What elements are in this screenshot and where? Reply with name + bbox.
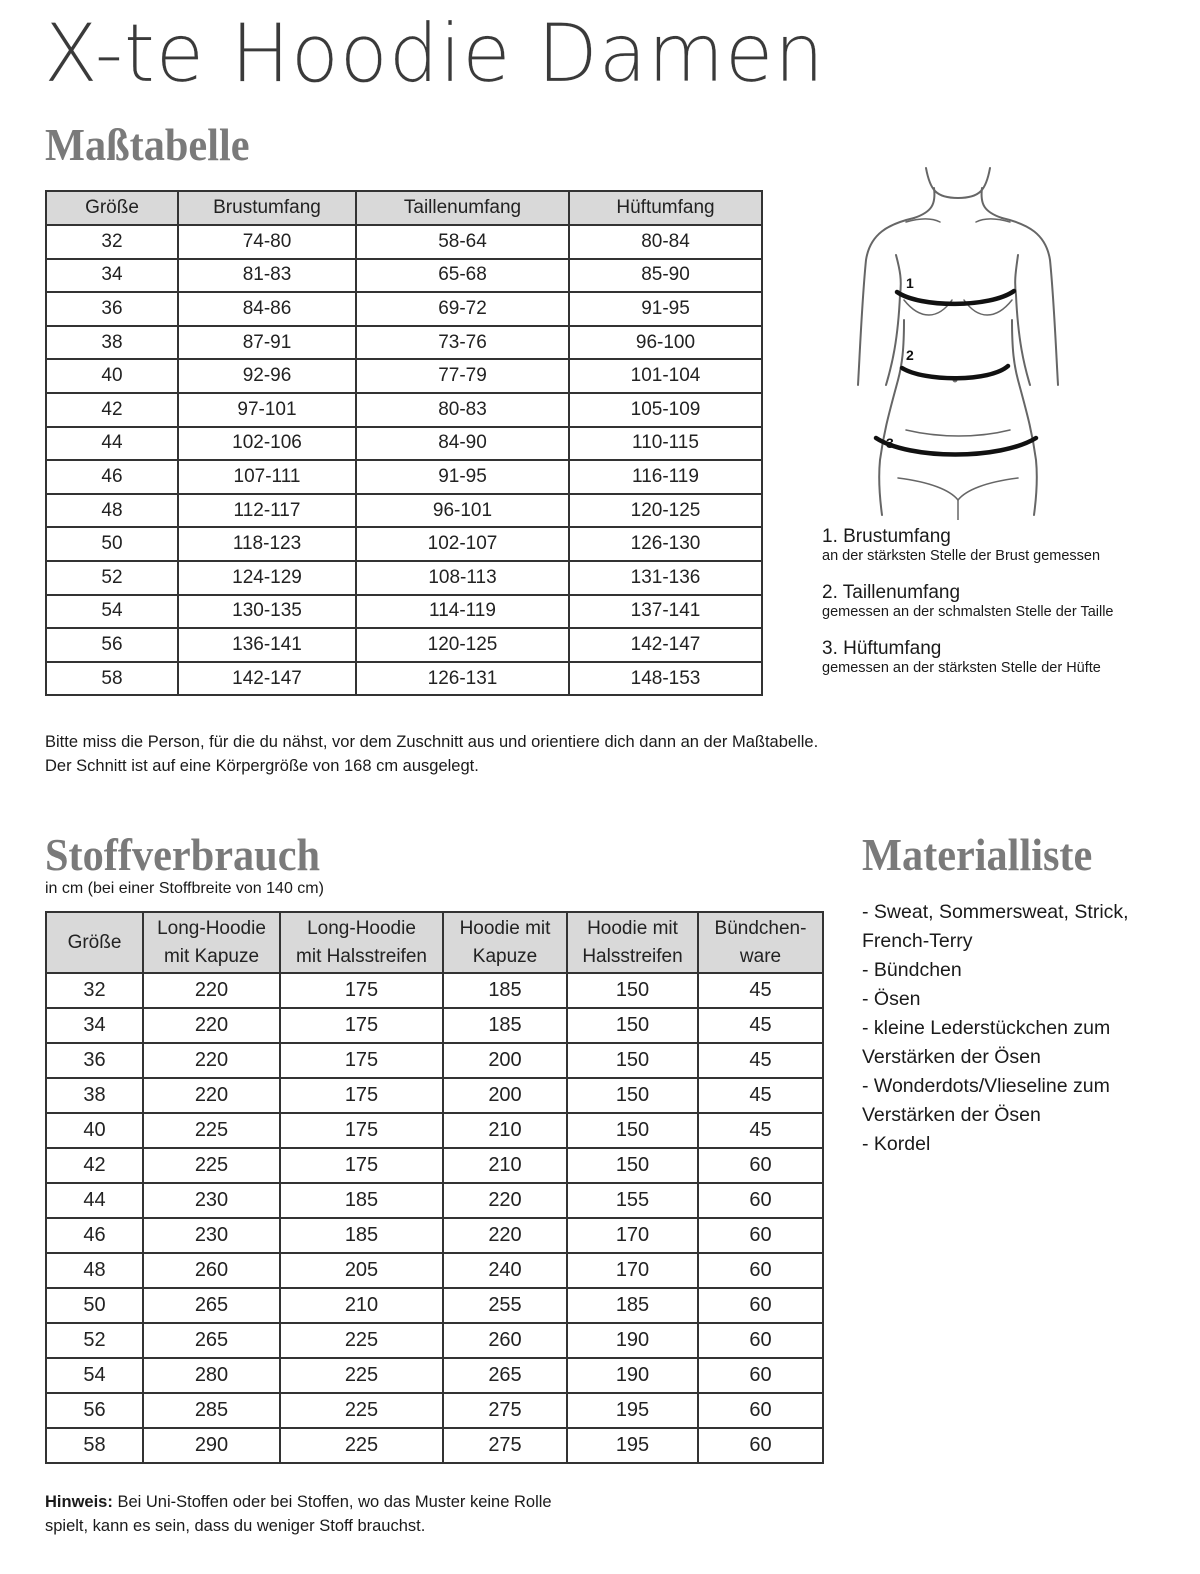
table-cell: 85-90 (569, 259, 762, 293)
table-cell: 50 (46, 1288, 143, 1323)
table-cell: 124-129 (178, 561, 356, 595)
table-cell: 60 (698, 1323, 823, 1358)
table-cell: 58 (46, 1428, 143, 1463)
table-row (46, 1008, 823, 1043)
table-cell: 150 (567, 1078, 698, 1113)
table-cell: 255 (443, 1288, 567, 1323)
table-cell: 265 (143, 1288, 280, 1323)
table-cell: 45 (698, 1113, 823, 1148)
table-row (46, 1393, 823, 1428)
table-row (46, 1323, 823, 1358)
table-cell: 91-95 (356, 460, 569, 494)
table-cell: 185 (567, 1288, 698, 1323)
table-cell: 175 (280, 1043, 443, 1078)
table-cell: 91-95 (569, 292, 762, 326)
table-cell: 210 (280, 1288, 443, 1323)
measurement-table (45, 190, 763, 696)
table-cell: 150 (567, 1008, 698, 1043)
table-cell: 45 (698, 1008, 823, 1043)
table-row (46, 527, 762, 561)
column-header-waist: Taillenumfang (356, 191, 569, 225)
table-row (46, 393, 762, 427)
table-cell: 185 (443, 973, 567, 1008)
table-row (46, 1148, 823, 1183)
table-cell: 137-141 (569, 595, 762, 629)
table-cell: 38 (46, 1078, 143, 1113)
table-cell: 265 (443, 1358, 567, 1393)
table-cell: 77-79 (356, 359, 569, 393)
table-row (46, 1288, 823, 1323)
table-cell: 52 (46, 561, 178, 595)
table-cell: 60 (698, 1183, 823, 1218)
table-cell: 170 (567, 1218, 698, 1253)
table-row (46, 292, 762, 326)
table-cell: 40 (46, 359, 178, 393)
column-header-hip: Hüftumfang (569, 191, 762, 225)
table-cell: 260 (443, 1323, 567, 1358)
column-header-hoodie-neckband: Hoodie mit Halsstreifen (567, 912, 698, 973)
table-cell: 73-76 (356, 326, 569, 360)
table-cell: 45 (698, 973, 823, 1008)
table-cell: 220 (143, 1043, 280, 1078)
table-row (46, 595, 762, 629)
table-cell: 210 (443, 1113, 567, 1148)
table-cell: 58 (46, 662, 178, 696)
table-row (46, 1253, 823, 1288)
table-row (46, 628, 762, 662)
table-cell: 195 (567, 1393, 698, 1428)
table-cell: 54 (46, 1358, 143, 1393)
table-cell: 280 (143, 1358, 280, 1393)
table-cell: 240 (443, 1253, 567, 1288)
table-cell: 220 (143, 973, 280, 1008)
table-cell: 54 (46, 595, 178, 629)
table-cell: 275 (443, 1428, 567, 1463)
table-row (46, 1113, 823, 1148)
column-header-size: Größe (46, 191, 178, 225)
table-cell: 225 (280, 1393, 443, 1428)
table-cell: 175 (280, 1113, 443, 1148)
table-cell: 131-136 (569, 561, 762, 595)
table-cell: 80-84 (569, 225, 762, 259)
table-cell: 60 (698, 1393, 823, 1428)
table-cell: 36 (46, 1043, 143, 1078)
fabric-heading: Stoffverbrauch (45, 829, 321, 880)
table-cell: 200 (443, 1043, 567, 1078)
table-cell: 60 (698, 1428, 823, 1463)
table-cell: 58-64 (356, 225, 569, 259)
column-header-bust: Brustumfang (178, 191, 356, 225)
table-cell: 32 (46, 973, 143, 1008)
table-cell: 175 (280, 973, 443, 1008)
column-header-long-hoodie-hood: Long-Hoodie mit Kapuze (143, 912, 280, 973)
table-cell: 116-119 (569, 460, 762, 494)
table-cell: 52 (46, 1323, 143, 1358)
table-cell: 56 (46, 628, 178, 662)
table-cell: 195 (567, 1428, 698, 1463)
table-cell: 136-141 (178, 628, 356, 662)
legend-item-waist: 2. Taillenumfang gemessen an der schmalsten Stelle der Taille (822, 582, 1114, 620)
legend-item-bust: 1. Brustumfang an der stärksten Stelle der Brust gemessen (822, 526, 1101, 564)
measurements-heading: Maßtabelle (45, 119, 250, 170)
waist-line (902, 366, 1008, 378)
table-cell: 44 (46, 1183, 143, 1218)
table-cell: 275 (443, 1393, 567, 1428)
table-cell: 101-104 (569, 359, 762, 393)
material-line: - Wonderdots/Vlieseline zum (862, 1075, 1110, 1097)
table-cell: 290 (143, 1428, 280, 1463)
table-cell: 38 (46, 326, 178, 360)
table-cell: 230 (143, 1218, 280, 1253)
table-cell: 32 (46, 225, 178, 259)
material-line: - Ösen (862, 988, 921, 1010)
marker-1: 1 (906, 275, 914, 291)
table-cell: 110-115 (569, 427, 762, 461)
table-cell: 205 (280, 1253, 443, 1288)
table-cell: 175 (280, 1008, 443, 1043)
table-cell: 142-147 (178, 662, 356, 696)
table-row (46, 494, 762, 528)
table-cell: 155 (567, 1183, 698, 1218)
table-cell: 45 (698, 1043, 823, 1078)
table-cell: 190 (567, 1358, 698, 1393)
hint-label: Hinweis: (45, 1493, 113, 1511)
table-cell: 56 (46, 1393, 143, 1428)
table-cell: 114-119 (356, 595, 569, 629)
table-cell: 118-123 (178, 527, 356, 561)
table-cell: 120-125 (569, 494, 762, 528)
table-row (46, 561, 762, 595)
marker-2: 2 (906, 347, 914, 363)
table-cell: 96-100 (569, 326, 762, 360)
table-cell: 96-101 (356, 494, 569, 528)
table-cell: 42 (46, 393, 178, 427)
table-cell: 80-83 (356, 393, 569, 427)
column-header-hoodie-hood: Hoodie mit Kapuze (443, 912, 567, 973)
material-line: - kleine Lederstückchen zum (862, 1017, 1111, 1039)
table-row (46, 662, 762, 696)
table-cell: 220 (143, 1008, 280, 1043)
table-cell: 185 (280, 1218, 443, 1253)
table-cell: 190 (567, 1323, 698, 1358)
fabric-subheading: in cm (bei einer Stoffbreite von 140 cm) (45, 880, 324, 897)
material-line: - Kordel (862, 1133, 931, 1155)
table-cell: 44 (46, 427, 178, 461)
table-cell: 50 (46, 527, 178, 561)
table-cell: 150 (567, 973, 698, 1008)
table-row (46, 1078, 823, 1113)
table-header-row (46, 912, 823, 973)
material-line: - Sweat, Sommersweat, Strick, (862, 901, 1129, 923)
table-cell: 102-107 (356, 527, 569, 561)
table-cell: 126-131 (356, 662, 569, 696)
table-cell: 45 (698, 1078, 823, 1113)
table-row (46, 427, 762, 461)
table-cell: 185 (280, 1183, 443, 1218)
table-cell: 69-72 (356, 292, 569, 326)
hip-line (876, 438, 1036, 455)
column-header-cuff-fabric: Bündchen- ware (698, 912, 823, 973)
table-cell: 48 (46, 1253, 143, 1288)
table-cell: 220 (443, 1183, 567, 1218)
table-cell: 225 (280, 1428, 443, 1463)
table-row (46, 1183, 823, 1218)
table-cell: 220 (143, 1078, 280, 1113)
table-row (46, 359, 762, 393)
table-cell: 84-86 (178, 292, 356, 326)
table-row (46, 1218, 823, 1253)
material-line: - Bündchen (862, 959, 962, 981)
table-row (46, 225, 762, 259)
legend-item-hip: 3. Hüftumfang gemessen an der stärksten Stelle der Hüfte (822, 638, 1101, 676)
table-cell: 148-153 (569, 662, 762, 696)
marker-3: 3 (886, 435, 894, 451)
material-line: French-Terry (862, 930, 973, 952)
table-cell: 225 (143, 1113, 280, 1148)
table-row (46, 460, 762, 494)
table-cell: 112-117 (178, 494, 356, 528)
table-row (46, 326, 762, 360)
table-cell: 150 (567, 1043, 698, 1078)
table-cell: 285 (143, 1393, 280, 1428)
table-cell: 42 (46, 1148, 143, 1183)
column-header-size: Größe (46, 912, 143, 973)
table-cell: 74-80 (178, 225, 356, 259)
page-title: X-te Hoodie Damen (44, 7, 825, 100)
table-cell: 130-135 (178, 595, 356, 629)
table-cell: 34 (46, 259, 178, 293)
table-cell: 65-68 (356, 259, 569, 293)
table-cell: 92-96 (178, 359, 356, 393)
table-cell: 265 (143, 1323, 280, 1358)
table-cell: 34 (46, 1008, 143, 1043)
materials-heading: Materialliste (862, 829, 1093, 880)
column-header-long-hoodie-neckband: Long-Hoodie mit Halsstreifen (280, 912, 443, 973)
table-cell: 107-111 (178, 460, 356, 494)
measurement-legend (822, 527, 1182, 695)
table-cell: 84-90 (356, 427, 569, 461)
table-row (46, 973, 823, 1008)
table-cell: 142-147 (569, 628, 762, 662)
table-cell: 225 (280, 1358, 443, 1393)
table-cell: 97-101 (178, 393, 356, 427)
table-cell: 46 (46, 460, 178, 494)
table-cell: 102-106 (178, 427, 356, 461)
table-cell: 150 (567, 1113, 698, 1148)
table-cell: 230 (143, 1183, 280, 1218)
table-cell: 170 (567, 1253, 698, 1288)
materials-list (862, 898, 1182, 1159)
table-cell: 225 (143, 1148, 280, 1183)
measurement-note: Bitte miss die Person, für die du nähst, vor dem Zuschnitt aus und orientiere dich dann an der Maßtabelle. Der Schnitt ist auf eine Körpergröße von 168 cm ausgelegt. (45, 733, 819, 775)
table-cell: 210 (443, 1148, 567, 1183)
table-cell: 81-83 (178, 259, 356, 293)
body-measurement-figure (840, 160, 1080, 520)
table-cell: 60 (698, 1253, 823, 1288)
table-cell: 260 (143, 1253, 280, 1288)
table-cell: 46 (46, 1218, 143, 1253)
table-cell: 185 (443, 1008, 567, 1043)
table-cell: 40 (46, 1113, 143, 1148)
material-line: Verstärken der Ösen (862, 1104, 1041, 1126)
table-cell: 200 (443, 1078, 567, 1113)
table-cell: 126-130 (569, 527, 762, 561)
table-cell: 175 (280, 1148, 443, 1183)
bust-line (897, 291, 1014, 304)
table-cell: 105-109 (569, 393, 762, 427)
table-cell: 87-91 (178, 326, 356, 360)
table-cell: 36 (46, 292, 178, 326)
table-row (46, 259, 762, 293)
table-cell: 48 (46, 494, 178, 528)
table-row (46, 1043, 823, 1078)
table-cell: 225 (280, 1323, 443, 1358)
table-cell: 60 (698, 1148, 823, 1183)
material-line: Verstärken der Ösen (862, 1046, 1041, 1068)
table-cell: 150 (567, 1148, 698, 1183)
table-cell: 60 (698, 1358, 823, 1393)
table-cell: 60 (698, 1288, 823, 1323)
table-cell: 120-125 (356, 628, 569, 662)
table-header-row (46, 191, 762, 225)
fabric-hint: Hinweis: Bei Uni-Stoffen oder bei Stoffen, wo das Muster keine Rolle spielt, kann es sein, dass du weniger Stoff brauchst. (45, 1493, 552, 1535)
table-cell: 175 (280, 1078, 443, 1113)
fabric-table (45, 911, 824, 1464)
table-cell: 60 (698, 1218, 823, 1253)
table-row (46, 1428, 823, 1463)
table-cell: 220 (443, 1218, 567, 1253)
table-row (46, 1358, 823, 1393)
table-cell: 108-113 (356, 561, 569, 595)
